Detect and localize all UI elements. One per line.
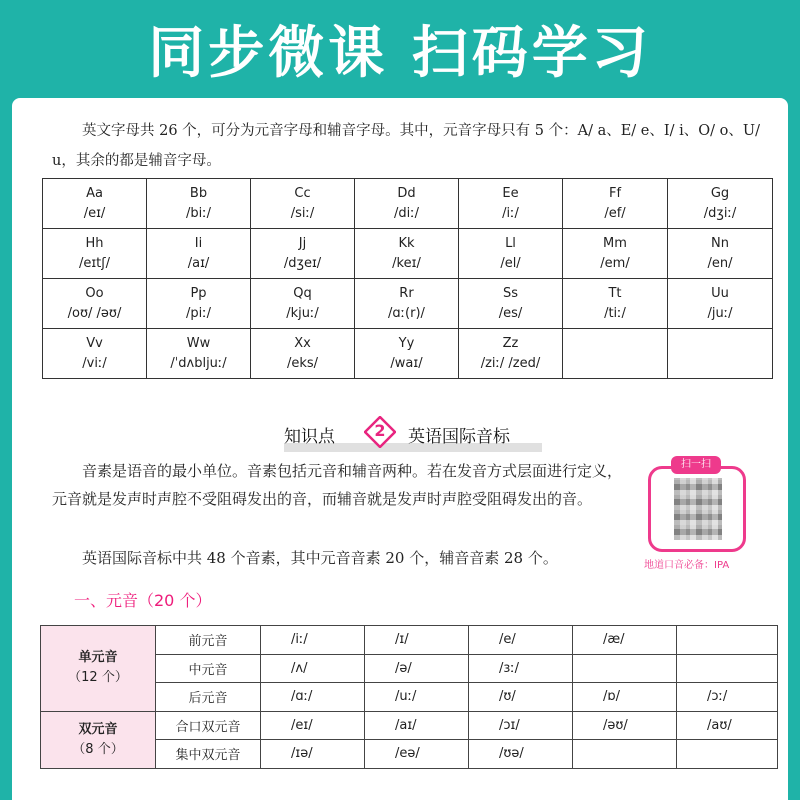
alphabet-cell bbox=[459, 179, 563, 229]
banner bbox=[0, 0, 800, 98]
vowel-cell bbox=[573, 654, 677, 683]
group-diphthongs bbox=[41, 711, 156, 768]
alphabet-cell bbox=[251, 179, 355, 229]
alphabet-row bbox=[43, 179, 773, 229]
letter: Xx bbox=[294, 335, 311, 351]
alphabet-cell bbox=[147, 279, 251, 329]
vowel-cell: /ʌ/ bbox=[261, 654, 365, 683]
alphabet-cell bbox=[668, 229, 773, 279]
letter: Ww bbox=[186, 335, 211, 351]
letter: Hh bbox=[85, 235, 104, 251]
vowel-cell: /ɒ/ bbox=[573, 683, 677, 712]
ipa: /oʊ/ /əʊ/ bbox=[67, 305, 122, 321]
content-sheet bbox=[12, 98, 788, 800]
ipa: /em/ bbox=[600, 255, 630, 271]
letter: Qq bbox=[293, 285, 312, 301]
vowel-cell bbox=[573, 740, 677, 769]
alphabet-cell bbox=[251, 279, 355, 329]
vowel-cell: /ɔː/ bbox=[677, 683, 778, 712]
group-name: 双元音 bbox=[78, 721, 118, 737]
vowel-cell: /eɪ/ bbox=[261, 711, 365, 740]
vowel-subtype: 后元音 bbox=[156, 683, 261, 712]
vowel-row bbox=[41, 626, 778, 655]
ipa: /ˈdʌbljuː/ bbox=[170, 355, 227, 371]
letter: Mm bbox=[603, 235, 627, 251]
vowel-subtype: 集中双元音 bbox=[156, 740, 261, 769]
ipa: /juː/ bbox=[707, 305, 733, 321]
ipa: /eɪ/ bbox=[83, 205, 106, 221]
vowel-cell: /aʊ/ bbox=[677, 711, 778, 740]
alphabet-cell bbox=[43, 329, 147, 379]
alphabet-row bbox=[43, 279, 773, 329]
ipa: /ɑː(r)/ bbox=[388, 305, 425, 321]
ipa: /iː/ bbox=[502, 205, 519, 221]
alphabet-cell bbox=[43, 179, 147, 229]
ipa: /dʒiː/ bbox=[703, 205, 737, 221]
vowel-cell: /ɪ/ bbox=[365, 626, 469, 655]
alphabet-cell bbox=[668, 279, 773, 329]
alphabet-row bbox=[43, 329, 773, 379]
ipa: /siː/ bbox=[290, 205, 315, 221]
alphabet-cell-empty bbox=[668, 329, 773, 379]
ipa: /en/ bbox=[707, 255, 733, 271]
alphabet-cell bbox=[147, 229, 251, 279]
vowel-row bbox=[41, 711, 778, 740]
ipa: /es/ bbox=[498, 305, 523, 321]
alphabet-cell bbox=[147, 329, 251, 379]
ipa: /eɪtʃ/ bbox=[78, 255, 111, 271]
letter: Ee bbox=[502, 185, 519, 201]
intro-text: 英文字母共 26 个，可分为元音字母和辅音字母。其中，元音字母只有 5 个：A/ a、E/ e、I/ i、O/ o、U/ u，其余的都是辅音字母。 bbox=[52, 123, 760, 169]
knowledge-point-title: 英语国际音标 bbox=[408, 427, 510, 447]
group-single-vowels bbox=[41, 626, 156, 712]
vowel-cell: /ɔɪ/ bbox=[469, 711, 573, 740]
vowel-subtype: 前元音 bbox=[156, 626, 261, 655]
letter: Tt bbox=[608, 285, 622, 301]
knowledge-point-label: 知识点 bbox=[284, 427, 335, 447]
letter: Ff bbox=[608, 185, 622, 201]
letter: Bb bbox=[189, 185, 208, 201]
alphabet-cell bbox=[147, 179, 251, 229]
ipa: /waɪ/ bbox=[390, 355, 423, 371]
vowel-cell bbox=[677, 654, 778, 683]
letter: Rr bbox=[399, 285, 414, 301]
vowel-cell: /iː/ bbox=[261, 626, 365, 655]
ipa: /tiː/ bbox=[604, 305, 626, 321]
letter: Gg bbox=[710, 185, 730, 201]
qr-code-overlay bbox=[674, 478, 722, 540]
knowledge-point-heading bbox=[284, 416, 542, 452]
vowel-cell: /ə/ bbox=[365, 654, 469, 683]
letter: Zz bbox=[502, 335, 519, 351]
ipa: /biː/ bbox=[185, 205, 211, 221]
ipa: /dʒeɪ/ bbox=[283, 255, 322, 271]
vowel-cell: /e/ bbox=[469, 626, 573, 655]
alphabet-cell bbox=[251, 229, 355, 279]
vowel-cell: /ʊə/ bbox=[469, 740, 573, 769]
vowel-subtype: 中元音 bbox=[156, 654, 261, 683]
alphabet-cell bbox=[355, 229, 459, 279]
alphabet-cell bbox=[355, 279, 459, 329]
scan-tag: 扫一扫 bbox=[671, 456, 721, 474]
ipa: /ziː/ /zed/ bbox=[480, 355, 541, 371]
vowel-cell: /æ/ bbox=[573, 626, 677, 655]
ipa: /aɪ/ bbox=[187, 255, 210, 271]
ipa: /piː/ bbox=[185, 305, 211, 321]
alphabet-cell-empty bbox=[563, 329, 668, 379]
vowel-cell: /ɜː/ bbox=[469, 654, 573, 683]
vowel-cell bbox=[677, 626, 778, 655]
ipa: /viː/ bbox=[82, 355, 107, 371]
ipa: /el/ bbox=[500, 255, 521, 271]
vowel-subtype: 合口双元音 bbox=[156, 711, 261, 740]
section-title-vowels: 一、元音（20 个） bbox=[74, 591, 212, 610]
alphabet-cell bbox=[459, 279, 563, 329]
alphabet-cell bbox=[459, 329, 563, 379]
group-count: （12 个） bbox=[68, 670, 128, 686]
paragraph-count: 英语国际音标中共 48 个音素，其中元音音素 20 个，辅音音素 28 个。 bbox=[82, 549, 558, 567]
qr-caption: 地道口音必备：IPA bbox=[644, 560, 730, 571]
letter: Ll bbox=[505, 235, 516, 251]
letter: Pp bbox=[190, 285, 207, 301]
vowel-cell: /eə/ bbox=[365, 740, 469, 769]
ipa: /keɪ/ bbox=[392, 255, 421, 271]
group-name: 单元音 bbox=[78, 650, 118, 666]
letter: Ii bbox=[194, 235, 203, 251]
alphabet-cell bbox=[355, 329, 459, 379]
knowledge-point-number: 2 bbox=[374, 421, 386, 440]
vowel-cell: /aɪ/ bbox=[365, 711, 469, 740]
letter: Vv bbox=[86, 335, 103, 351]
letter: Ss bbox=[502, 285, 519, 301]
ipa: /diː/ bbox=[393, 205, 419, 221]
letter: Aa bbox=[86, 185, 103, 201]
alphabet-cell bbox=[251, 329, 355, 379]
alphabet-cell bbox=[43, 279, 147, 329]
letter: Oo bbox=[85, 285, 104, 301]
letter: Yy bbox=[398, 335, 415, 351]
ipa: /kjuː/ bbox=[286, 305, 319, 321]
vowel-cell: /ʊ/ bbox=[469, 683, 573, 712]
banner-title: 同步微课 扫码学习 bbox=[148, 21, 652, 86]
alphabet-cell bbox=[563, 179, 668, 229]
letter: Uu bbox=[711, 285, 729, 301]
group-count: （8 个） bbox=[72, 741, 124, 757]
vowel-cell: /ɪə/ bbox=[261, 740, 365, 769]
diamond-number-badge bbox=[364, 416, 396, 448]
ipa: /eks/ bbox=[286, 355, 319, 371]
letter: Dd bbox=[397, 185, 416, 201]
alphabet-cell bbox=[459, 229, 563, 279]
vowel-cell bbox=[677, 740, 778, 769]
vowel-table bbox=[40, 625, 778, 769]
alphabet-cell bbox=[563, 229, 668, 279]
qr-card[interactable] bbox=[644, 456, 754, 574]
letter: Cc bbox=[294, 185, 311, 201]
alphabet-table bbox=[42, 178, 773, 379]
alphabet-cell bbox=[355, 179, 459, 229]
vowel-cell: /uː/ bbox=[365, 683, 469, 712]
alphabet-cell bbox=[43, 229, 147, 279]
ipa: /ef/ bbox=[604, 205, 626, 221]
paragraph-phoneme: 音素是语音的最小单位。音素包括元音和辅音两种。若在发音方式层面进行定义，元音就是发声时声腔不受阻碍发出的音，而辅音就是发声时声腔受阻碍发出的音。 bbox=[52, 462, 623, 508]
alphabet-row bbox=[43, 229, 773, 279]
letter: Jj bbox=[298, 235, 307, 251]
letter: Kk bbox=[398, 235, 415, 251]
letter: Nn bbox=[711, 235, 729, 251]
alphabet-cell bbox=[563, 279, 668, 329]
vowel-cell: /əʊ/ bbox=[573, 711, 677, 740]
alphabet-cell bbox=[668, 179, 773, 229]
vowel-cell: /ɑː/ bbox=[261, 683, 365, 712]
